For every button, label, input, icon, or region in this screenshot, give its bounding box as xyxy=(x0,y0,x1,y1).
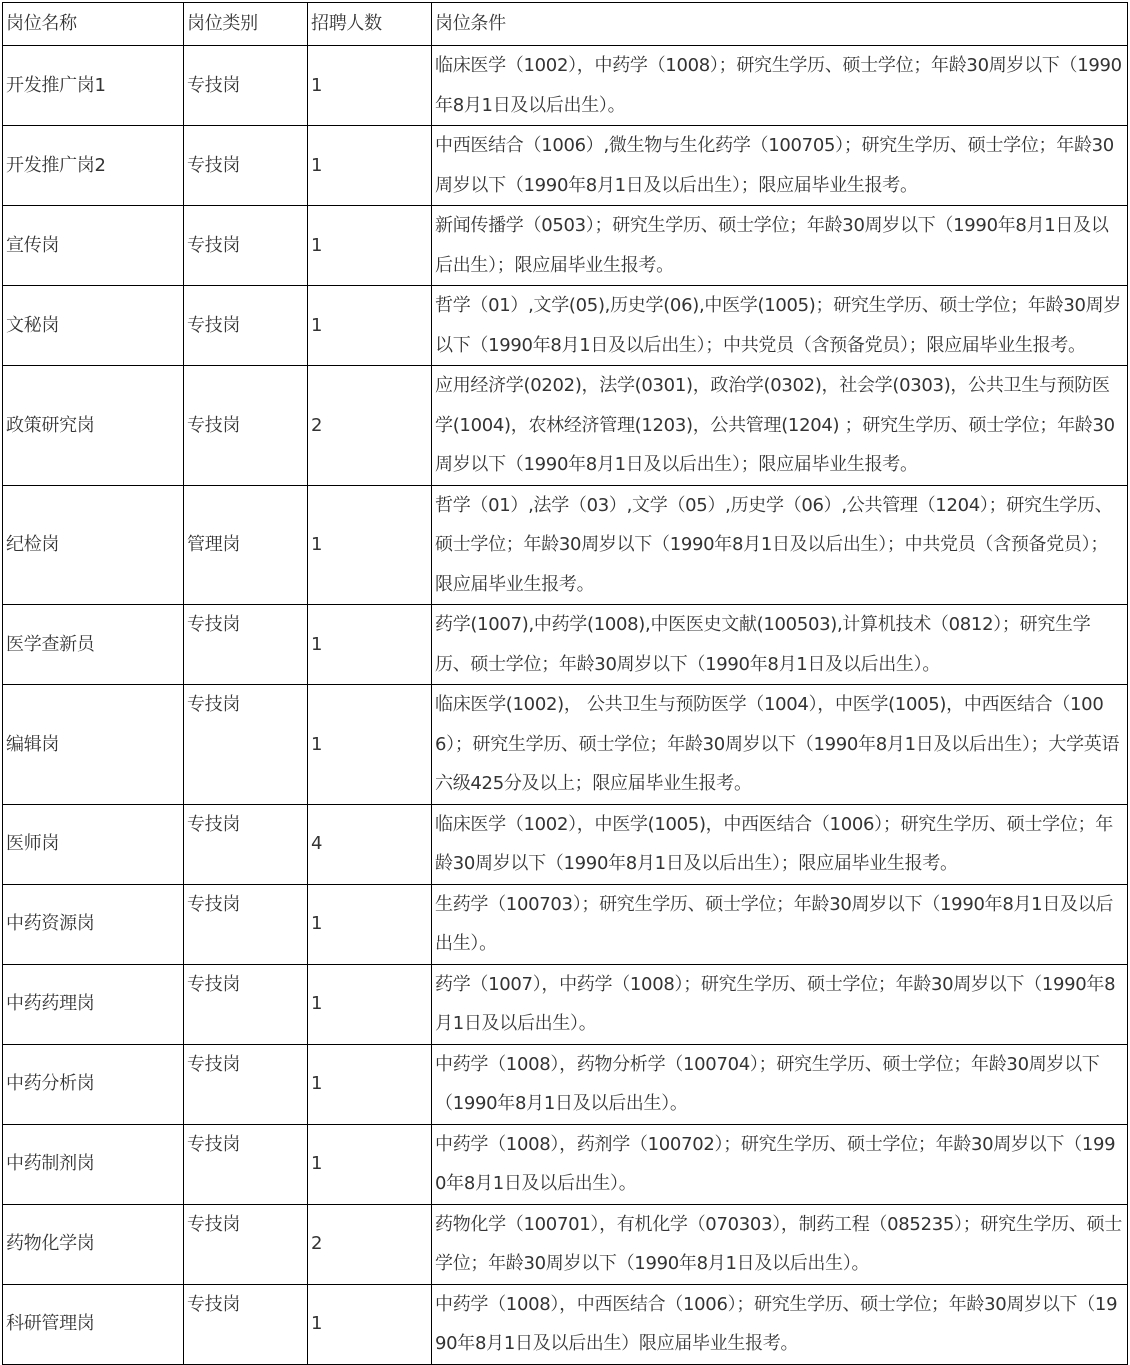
position-category: 专技岗 xyxy=(184,884,308,964)
hiring-count: 2 xyxy=(308,366,432,486)
table-row xyxy=(3,126,1128,206)
hiring-count: 4 xyxy=(308,804,432,884)
position-conditions: 中药学（1008），药物分析学（100704）；研究生学历、硕士学位；年龄30周岁以下（1990年8月1日及以后出生）。 xyxy=(432,1044,1128,1124)
table-row xyxy=(3,1204,1128,1284)
position-category: 专技岗 xyxy=(184,1284,308,1364)
position-category: 专技岗 xyxy=(184,1044,308,1124)
position-conditions: 临床医学（1002），中药学（1008）；研究生学历、硕士学位；年龄30周岁以下（1990年8月1日及以后出生）。 xyxy=(432,46,1128,126)
table-row xyxy=(3,1124,1128,1204)
position-conditions: 中药学（1008），药剂学（100702）；研究生学历、硕士学位；年龄30周岁以下（1990年8月1日及以后出生）。 xyxy=(432,1124,1128,1204)
position-name: 医师岗 xyxy=(3,804,184,884)
position-category: 专技岗 xyxy=(184,1124,308,1204)
position-conditions: 药学(1007),中药学(1008),中医医史文献(100503),计算机技术（0812）；研究生学历、硕士学位；年龄30周岁以下（1990年8月1日及以后出生）。 xyxy=(432,605,1128,685)
position-conditions: 药学（1007），中药学（1008）；研究生学历、硕士学位；年龄30周岁以下（1990年8月1日及以后出生）。 xyxy=(432,964,1128,1044)
position-conditions: 哲学（01）,法学（03）,文学（05）,历史学（06）,公共管理（1204）；研究生学历、硕士学位；年龄30周岁以下（1990年8月1日及以后出生）；中共党员（含预备党员）；限应届毕业生报考。 xyxy=(432,485,1128,605)
position-name: 开发推广岗1 xyxy=(3,46,184,126)
position-conditions: 中药学（1008），中西医结合（1006）；研究生学历、硕士学位；年龄30周岁以下（1990年8月1日及以后出生）限应届毕业生报考。 xyxy=(432,1284,1128,1364)
position-conditions: 临床医学(1002)， 公共卫生与预防医学（1004），中医学(1005)，中西医结合（1006）；研究生学历、硕士学位；年龄30周岁以下（1990年8月1日及以后出生）；大学英语六级425分及以上；限应届毕业生报考。 xyxy=(432,685,1128,805)
hiring-count: 1 xyxy=(308,605,432,685)
position-category: 专技岗 xyxy=(184,206,308,286)
hiring-count: 1 xyxy=(308,1124,432,1204)
hiring-count: 1 xyxy=(308,1044,432,1124)
position-category: 专技岗 xyxy=(184,46,308,126)
position-name: 中药分析岗 xyxy=(3,1044,184,1124)
position-conditions: 药物化学（100701），有机化学（070303），制药工程（085235）；研究生学历、硕士学位；年龄30周岁以下（1990年8月1日及以后出生）。 xyxy=(432,1204,1128,1284)
position-category: 专技岗 xyxy=(184,1204,308,1284)
position-category: 专技岗 xyxy=(184,366,308,486)
table-row xyxy=(3,964,1128,1044)
hiring-count: 2 xyxy=(308,1204,432,1284)
table-row xyxy=(3,804,1128,884)
hiring-count: 1 xyxy=(308,685,432,805)
hiring-count: 1 xyxy=(308,206,432,286)
position-category: 管理岗 xyxy=(184,485,308,605)
position-category: 专技岗 xyxy=(184,685,308,805)
position-conditions: 中西医结合（1006）,微生物与生化药学（100705）；研究生学历、硕士学位；年龄30周岁以下（1990年8月1日及以后出生）；限应届毕业生报考。 xyxy=(432,126,1128,206)
position-name: 编辑岗 xyxy=(3,685,184,805)
table-row xyxy=(3,884,1128,964)
position-conditions: 应用经济学(0202)，法学(0301)，政治学(0302)，社会学(0303)，公共卫生与预防医学(1004)，农林经济管理(1203)，公共管理(1204) ；研究生学历、硕士学位；年龄30周岁以下（1990年8月1日及以后出生）；限应届毕业生报考。 xyxy=(432,366,1128,486)
hiring-count: 1 xyxy=(308,884,432,964)
position-category: 专技岗 xyxy=(184,126,308,206)
hiring-count: 1 xyxy=(308,1284,432,1364)
position-conditions: 新闻传播学（0503）；研究生学历、硕士学位；年龄30周岁以下（1990年8月1日及以后出生）；限应届毕业生报考。 xyxy=(432,206,1128,286)
position-name: 开发推广岗2 xyxy=(3,126,184,206)
hiring-count: 1 xyxy=(308,286,432,366)
position-category: 专技岗 xyxy=(184,605,308,685)
table-row xyxy=(3,206,1128,286)
hiring-count: 1 xyxy=(308,964,432,1044)
position-name: 纪检岗 xyxy=(3,485,184,605)
table-row xyxy=(3,685,1128,805)
header-hiring-count: 招聘人数 xyxy=(308,3,432,46)
header-position-category: 岗位类别 xyxy=(184,3,308,46)
position-category: 专技岗 xyxy=(184,964,308,1044)
table-row xyxy=(3,1044,1128,1124)
table-row xyxy=(3,366,1128,486)
table-row xyxy=(3,286,1128,366)
header-position-name: 岗位名称 xyxy=(3,3,184,46)
table-row xyxy=(3,605,1128,685)
position-name: 宣传岗 xyxy=(3,206,184,286)
position-name: 政策研究岗 xyxy=(3,366,184,486)
table-header-row xyxy=(3,3,1128,46)
table-row xyxy=(3,46,1128,126)
position-category: 专技岗 xyxy=(184,804,308,884)
hiring-count: 1 xyxy=(308,126,432,206)
hiring-count: 1 xyxy=(308,485,432,605)
position-name: 药物化学岗 xyxy=(3,1204,184,1284)
position-name: 中药资源岗 xyxy=(3,884,184,964)
recruitment-table xyxy=(2,2,1128,1365)
table-row xyxy=(3,1284,1128,1364)
hiring-count: 1 xyxy=(308,46,432,126)
position-conditions: 临床医学（1002），中医学(1005)，中西医结合（1006）；研究生学历、硕士学位；年龄30周岁以下（1990年8月1日及以后出生）；限应届毕业生报考。 xyxy=(432,804,1128,884)
table-row xyxy=(3,485,1128,605)
position-name: 中药药理岗 xyxy=(3,964,184,1044)
header-position-conditions: 岗位条件 xyxy=(432,3,1128,46)
position-conditions: 哲学（01）,文学(05),历史学(06),中医学(1005)；研究生学历、硕士学位；年龄30周岁以下（1990年8月1日及以后出生）；中共党员（含预备党员）；限应届毕业生报考。 xyxy=(432,286,1128,366)
position-conditions: 生药学（100703）；研究生学历、硕士学位；年龄30周岁以下（1990年8月1日及以后出生）。 xyxy=(432,884,1128,964)
position-name: 文秘岗 xyxy=(3,286,184,366)
position-name: 中药制剂岗 xyxy=(3,1124,184,1204)
position-name: 科研管理岗 xyxy=(3,1284,184,1364)
position-name: 医学查新员 xyxy=(3,605,184,685)
position-category: 专技岗 xyxy=(184,286,308,366)
